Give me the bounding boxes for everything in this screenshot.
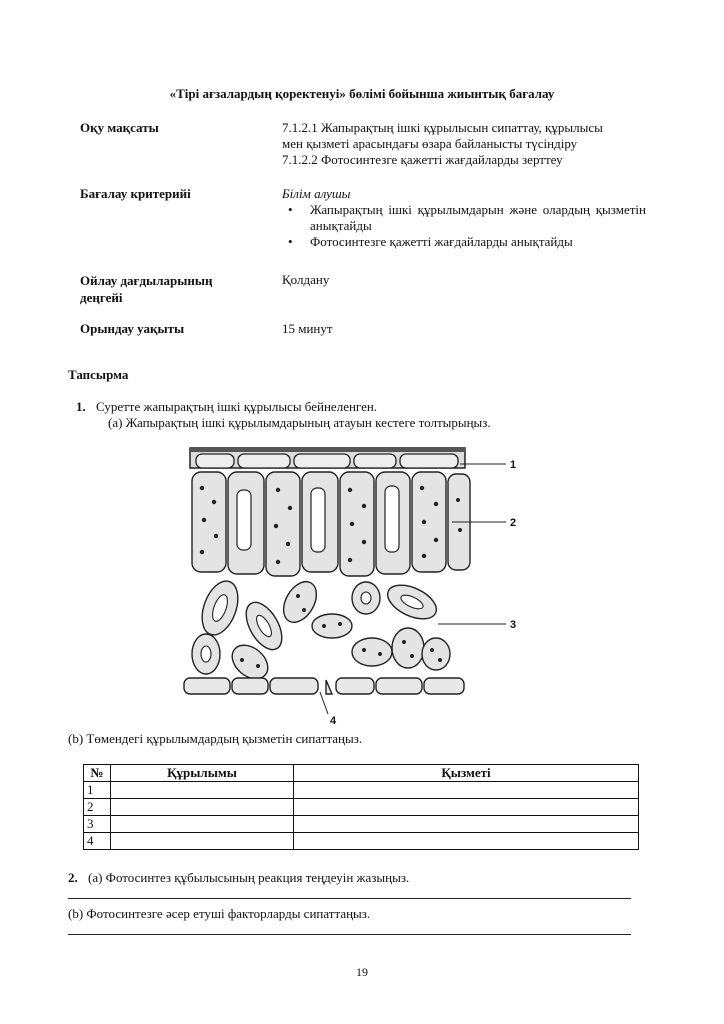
goal-label: Оқу мақсаты xyxy=(80,120,159,135)
row-number: 1 xyxy=(84,782,111,799)
table-row xyxy=(84,782,639,799)
function-cell[interactable] xyxy=(294,833,639,850)
q1-text: Суретте жапырақтың ішкі құрылысы бейнеленген. xyxy=(96,399,378,414)
thinking-label-line: деңгейі xyxy=(80,290,123,305)
diagram-label-2: 2 xyxy=(510,517,517,529)
structure-cell[interactable] xyxy=(111,782,294,799)
structure-cell[interactable] xyxy=(111,833,294,850)
row-number: 4 xyxy=(84,833,111,850)
criteria-intro: Білім алушы xyxy=(282,186,351,201)
table-row xyxy=(84,799,639,816)
page-title: «Тірі ағзалардың қоректенуі» бөлімі бойынша жиынтық бағалау xyxy=(169,86,555,101)
function-cell[interactable] xyxy=(294,799,639,816)
goal-line: мен қызметі арасындағы өзара байланысты түсіндіру xyxy=(282,136,578,151)
thinking-label-line: Ойлау дағдыларының xyxy=(80,273,213,288)
q1-sub-b: (b) Төмендегі құрылымдардың қызметін сипаттаңыз. xyxy=(68,731,363,746)
table-header-function: Қызметі xyxy=(294,765,639,782)
table-header-number: № xyxy=(84,765,111,782)
goal-line: 7.1.2.1 Жапырақтың ішкі құрылысын сипаттау, құрылысы xyxy=(282,120,603,135)
task-heading: Тапсырма xyxy=(68,367,129,382)
thinking-value: Қолдану xyxy=(282,272,330,287)
table-row xyxy=(84,833,639,850)
diagram-label-3: 3 xyxy=(510,619,517,631)
answer-line-a[interactable] xyxy=(68,898,631,899)
structures-table xyxy=(83,764,639,850)
thinking-label xyxy=(80,272,213,306)
function-cell[interactable] xyxy=(294,816,639,833)
criteria-block xyxy=(282,186,646,250)
q2-text-a: (a) Фотосинтез құбылысының реакция теңдеуін жазыңыз. xyxy=(88,870,410,885)
q1-sub-a: (a) Жапырақтың ішкі құрылымдарының атауын кестеге толтырыңыз. xyxy=(108,415,491,430)
criteria-label: Бағалау критерийі xyxy=(80,186,191,201)
structure-cell[interactable] xyxy=(111,799,294,816)
criteria-item: • Жапырақтың ішкі құрылымдарын және олардың қызметін анықтайды xyxy=(282,202,646,234)
time-label: Орындау уақыты xyxy=(80,321,185,336)
function-cell[interactable] xyxy=(294,782,639,799)
q2-number: 2. xyxy=(68,870,78,885)
page-number: 19 xyxy=(356,965,368,979)
q2-text-b: (b) Фотосинтезге әсер етуші факторларды сипаттаңыз. xyxy=(68,906,371,921)
table-header-row xyxy=(84,765,639,782)
structure-cell[interactable] xyxy=(111,816,294,833)
table-header-structure: Құрылымы xyxy=(111,765,294,782)
time-value: 15 минут xyxy=(282,321,333,336)
table-row xyxy=(84,816,639,833)
row-number: 3 xyxy=(84,816,111,833)
q1-number: 1. xyxy=(76,399,86,414)
goal-line: 7.1.2.2 Фотосинтезге қажетті жағдайларды зерттеу xyxy=(282,152,563,167)
criteria-list xyxy=(282,202,646,250)
diagram-label-4: 4 xyxy=(330,715,337,727)
answer-line-b[interactable] xyxy=(68,934,631,935)
diagram-label-1: 1 xyxy=(510,459,517,471)
criteria-item: • Фотосинтезге қажетті жағдайларды анықтайды xyxy=(282,234,646,250)
goal-text xyxy=(282,120,662,168)
row-number: 2 xyxy=(84,799,111,816)
leaf-cross-section-diagram xyxy=(180,440,540,730)
